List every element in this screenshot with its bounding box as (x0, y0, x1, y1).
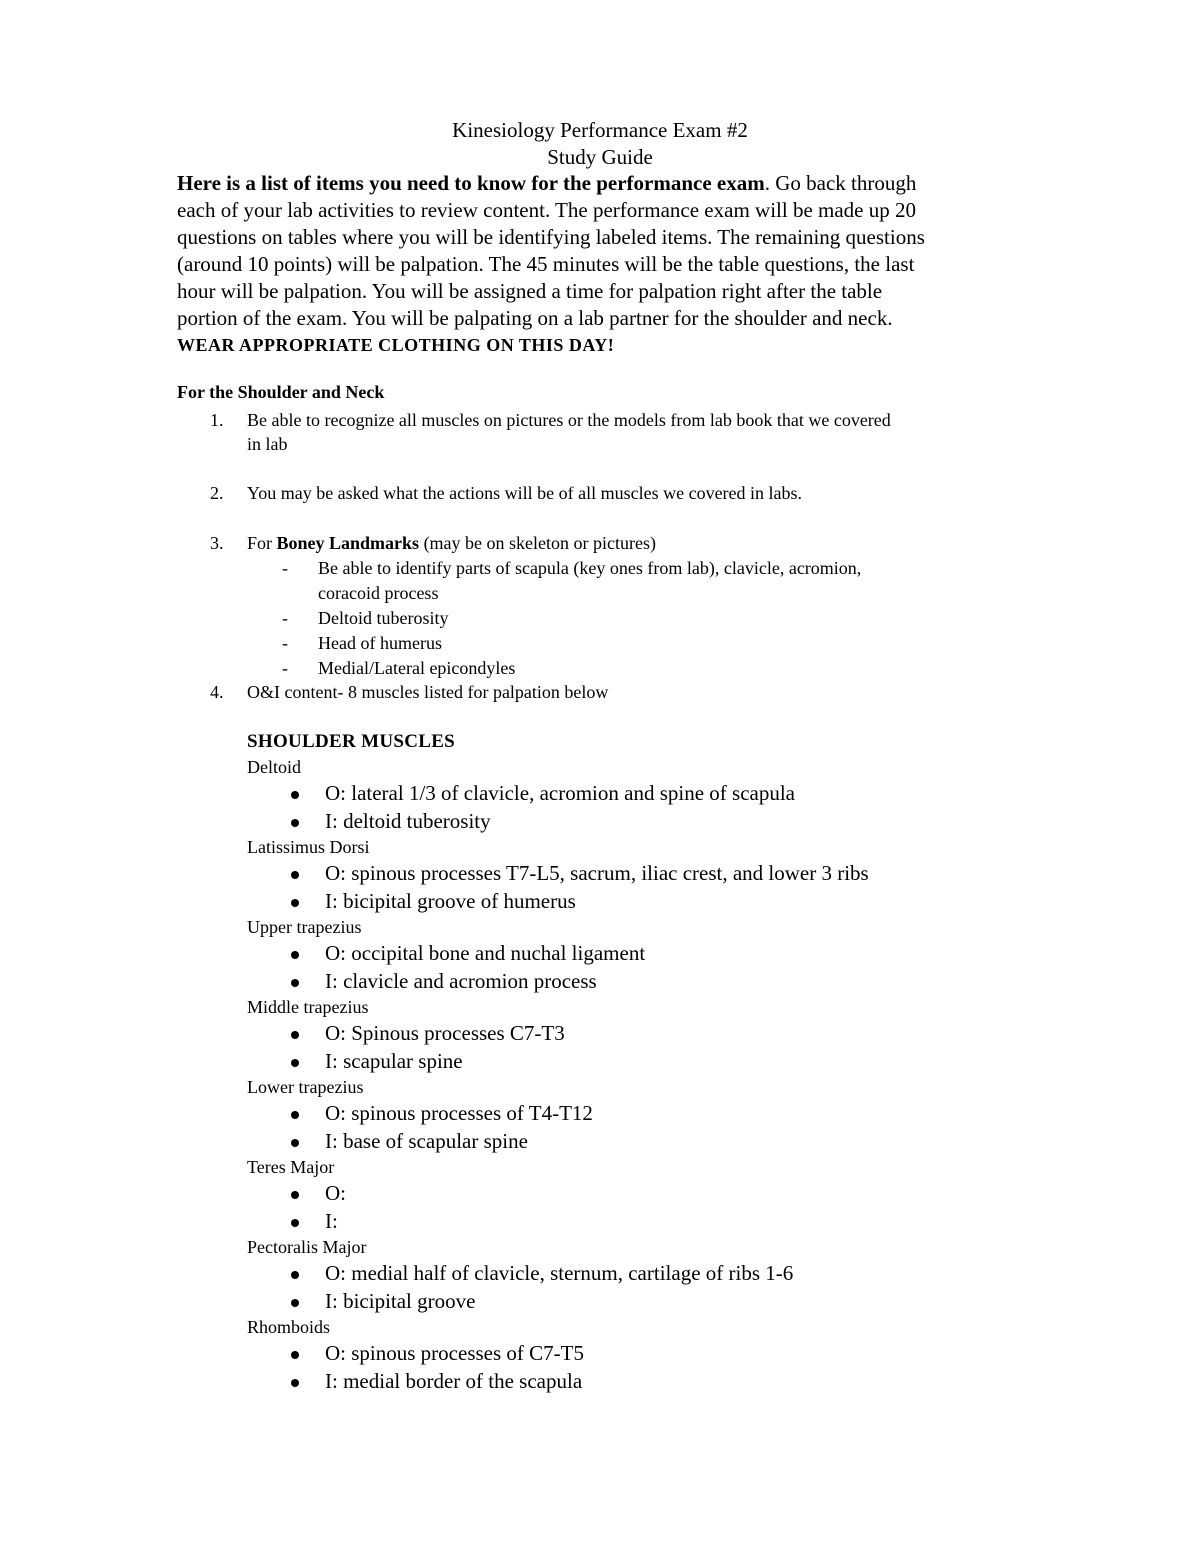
section-heading: For the Shoulder and Neck (177, 382, 385, 402)
insertion-bullet: I: (247, 1208, 1047, 1236)
muscle-entry (247, 995, 1047, 1075)
muscle-entry (247, 835, 1047, 915)
insertion-bullet: I: scapular spine (247, 1048, 1047, 1076)
origin-bullet: O: spinous processes of T4-T12 (247, 1100, 1047, 1128)
muscle-name: Middle trapezius (247, 997, 369, 1017)
intro-line-2: each of your lab activities to review content. The performance exam will be made up 20 (177, 198, 916, 222)
origin-bullet: O: Spinous processes C7-T3 (247, 1020, 1047, 1048)
landmark-item: - Be able to identify parts of scapula (key ones from lab), clavicle, acromion, coracoid process (282, 558, 862, 603)
origin-bullet: O: (247, 1180, 1047, 1208)
list-item: 4. O&I content- 8 muscles listed for palpation below (210, 682, 609, 702)
bullet-icon (291, 1059, 299, 1067)
insertion-bullet: I: medial border of the scapula (247, 1368, 1047, 1396)
landmark-item: - Medial/Lateral epicondyles (282, 658, 516, 678)
boney-landmarks-label: Boney Landmarks (276, 533, 420, 553)
bullet-icon (291, 899, 299, 907)
muscle-entry (247, 1315, 1047, 1395)
insertion-bullet: I: base of scapular spine (247, 1128, 1047, 1156)
document-subtitle: Study Guide (547, 145, 653, 169)
list-item: 2. You may be asked what the actions will be of all muscles we covered in labs. (210, 483, 803, 503)
insertion-bullet: I: clavicle and acromion process (247, 968, 1047, 996)
insertion-bullet: I: bicipital groove of humerus (247, 888, 1047, 916)
origin-bullet: O: medial half of clavicle, sternum, cartilage of ribs 1-6 (247, 1260, 1047, 1288)
clothing-warning: WEAR APPROPRIATE CLOTHING ON THIS DAY! (177, 335, 615, 355)
bullet-icon (291, 819, 299, 827)
bullet-icon (291, 1271, 299, 1279)
muscle-name: Upper trapezius (247, 917, 362, 937)
muscle-entry (247, 1155, 1047, 1235)
shoulder-muscles-section (247, 728, 1047, 1395)
document-title: Kinesiology Performance Exam #2 (452, 118, 748, 142)
intro-lead: Here is a list of items you need to know for the performance exam (177, 171, 765, 195)
bullet-icon (291, 1219, 299, 1227)
bullet-icon (291, 871, 299, 879)
list-item: 1. Be able to recognize all muscles on pictures or the models from lab book that we covered in lab (210, 410, 891, 454)
landmark-item: - Deltoid tuberosity (282, 608, 449, 628)
intro-line-3: questions on tables where you will be identifying labeled items. The remaining questions (177, 225, 925, 249)
muscle-name: Lower trapezius (247, 1077, 364, 1097)
intro-paragraph (177, 170, 1037, 359)
bullet-icon (291, 979, 299, 987)
bullet-icon (291, 791, 299, 799)
origin-bullet: O: lateral 1/3 of clavicle, acromion and spine of scapula (247, 780, 1047, 808)
intro-line-4: (around 10 points) will be palpation. The 45 minutes will be the table questions, the last (177, 252, 915, 276)
origin-bullet: O: spinous processes of C7-T5 (247, 1340, 1047, 1368)
origin-bullet: O: occipital bone and nuchal ligament (247, 940, 1047, 968)
muscle-entry (247, 1075, 1047, 1155)
bullet-icon (291, 1299, 299, 1307)
muscle-name: Teres Major (247, 1157, 335, 1177)
intro-line-1: Here is a list of items you need to know for the performance exam. Go back through (177, 171, 917, 195)
intro-line-6: portion of the exam. You will be palpating on a lab partner for the shoulder and neck. (177, 306, 893, 330)
shoulder-muscles-heading: SHOULDER MUSCLES (247, 731, 456, 752)
muscle-entry (247, 915, 1047, 995)
muscle-name: Pectoralis Major (247, 1237, 367, 1257)
muscle-name: Latissimus Dorsi (247, 837, 370, 857)
landmark-item: - Head of humerus (282, 633, 442, 653)
bullet-icon (291, 1351, 299, 1359)
list-item: 3. For Boney Landmarks (may be on skeleton or pictures) (210, 533, 656, 553)
muscle-name: Deltoid (247, 757, 301, 777)
insertion-bullet: I: deltoid tuberosity (247, 808, 1047, 836)
bullet-icon (291, 1031, 299, 1039)
origin-bullet: O: spinous processes T7-L5, sacrum, iliac crest, and lower 3 ribs (247, 860, 1047, 888)
bullet-icon (291, 1191, 299, 1199)
insertion-bullet: I: bicipital groove (247, 1288, 1047, 1316)
muscle-name: Rhomboids (247, 1317, 331, 1337)
intro-line-5: hour will be palpation. You will be assigned a time for palpation right after the table (177, 279, 883, 303)
bullet-icon (291, 951, 299, 959)
bullet-icon (291, 1379, 299, 1387)
bullet-icon (291, 1139, 299, 1147)
muscle-entry (247, 1235, 1047, 1315)
bullet-icon (291, 1111, 299, 1119)
muscle-entry (247, 755, 1047, 835)
